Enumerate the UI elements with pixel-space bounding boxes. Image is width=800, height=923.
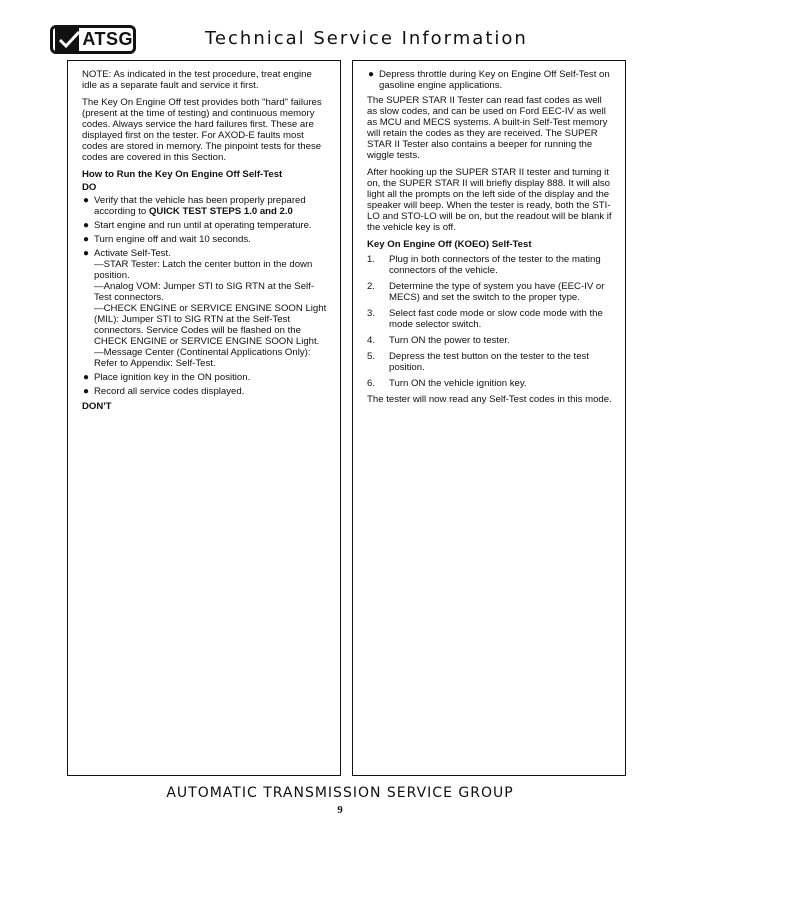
message-center-step: —Message Center (Continental Applications Only): Refer to Appendix: Self-Test. (94, 347, 311, 369)
step-text: Plug in both connectors of the tester to the mating connectors of the vehicle. (389, 254, 601, 276)
step-item (367, 378, 613, 389)
bullet-icon: ● (83, 386, 90, 397)
step-text: Depress the test button on the tester to the test position. (389, 351, 589, 373)
left-column (67, 60, 341, 776)
bullet-icon: ● (83, 234, 90, 245)
koeo-heading: Key On Engine Off (KOEO) Self-Test (367, 239, 532, 250)
step-number: 2. (367, 281, 376, 292)
step-item (367, 335, 613, 346)
step-item (367, 281, 613, 303)
bullet-icon: ● (83, 220, 90, 231)
list-item: ● Verify that the vehicle has been properly prepared according to QUICK TEST STEPS 1.0 and 2.0 (83, 195, 306, 217)
footer-org: AUTOMATIC TRANSMISSION SERVICE GROUP (166, 785, 514, 801)
page-title: Technical Service Information (205, 28, 528, 49)
step-number: 3. (367, 308, 376, 319)
step-text: Select fast code mode or slow code mode with the mode selector switch. (389, 308, 603, 330)
bullet-icon: ● (83, 248, 90, 259)
star-tester-step: —STAR Tester: Latch the center button in the down position. (94, 259, 313, 281)
logo-text: ATSG (82, 29, 133, 49)
list-item: ● Place ignition key in the ON position. (83, 372, 251, 383)
right-column (352, 60, 626, 776)
step-item (367, 308, 613, 330)
analog-vom-step: —Analog VOM: Jumper STI to SIG RTN at the Self-Test connectors. (94, 281, 315, 303)
section-heading: How to Run the Key On Engine Off Self-Test (82, 169, 283, 180)
dont-label: DON'T (82, 401, 112, 412)
logo-check-icon (55, 28, 79, 51)
step-text: Turn ON the vehicle ignition key. (389, 378, 527, 389)
step-number: 5. (367, 351, 376, 362)
step-item (367, 254, 613, 276)
list-item: ● Turn engine off and wait 10 seconds. (83, 234, 251, 245)
bullet-icon: ● (368, 69, 375, 80)
note-text: NOTE: As indicated in the test procedure, treat engine idle as a separate fault and service it first. (82, 69, 312, 91)
koeo-steps (367, 254, 613, 389)
bullet-icon: ● (83, 372, 90, 383)
list-item: ● Record all service codes displayed. (83, 386, 245, 397)
closing-paragraph: The tester will now read any Self-Test codes in this mode. (367, 394, 612, 405)
list-item: ● Activate Self-Test. —STAR Tester: Latch the center button in the down position. —Analog VOM: Jumper STI to SIG RTN at the Self-Test connectors. —CHECK ENGINE or SERVICE ENGINE SOON Light (MIL): Jumper STI to SIG RTN at the Self-Test connectors. Service Codes will be flashed on the CHECK ENGINE or SERVICE ENGINE SOON Light. —Message Center (Continental Applications Only): Refer to Appendix: Self-Test. (83, 248, 327, 369)
step-number: 4. (367, 335, 376, 346)
list-item: ● Start engine and run until at operating temperature. (83, 220, 312, 231)
hookup-paragraph: After hooking up the SUPER STAR II tester and turning it on, the SUPER STAR II will briefly display 888. It will also light all the prompts on the left side of the display and the speaker will beep. When the tester is ready, both the STI-LO and STO-LO will be on, but the readout will be blank if the vehicle key is off. (367, 167, 612, 233)
bullet-icon: ● (83, 195, 90, 206)
step-number: 6. (367, 378, 376, 389)
list-item: ● Depress throttle during Key on Engine Off Self-Test on gasoline engine applications. (368, 69, 610, 91)
intro-paragraph: The Key On Engine Off test provides both "hard" failures (present at the time of testing) and continuous memory codes. Always service the hard failures first. These are displayed first on the tester. For AXOD-E faults most codes are stored in memory. The pinpoint tests for these codes are covered in this Section. (82, 97, 322, 163)
right-bullet-list (367, 69, 613, 91)
step-number: 1. (367, 254, 376, 265)
tester-paragraph: The SUPER STAR II Tester can read fast codes as well as slow codes, and can be used on Ford EEC-IV as well as MCU and MECS systems. A built-in Self-Test memory will retain the codes as they are received. The SUPER STAR II Tester also contains a beeper for running the wiggle tests. (367, 95, 608, 161)
step-text: Turn ON the power to tester. (389, 335, 510, 346)
step-item (367, 351, 613, 373)
atsg-logo (50, 25, 136, 54)
do-label: DO (82, 182, 97, 193)
step-text: Determine the type of system you have (EEC-IV or MECS) and set the switch to the proper type. (389, 281, 605, 303)
page-number: 9 (337, 804, 343, 816)
mil-step: —CHECK ENGINE or SERVICE ENGINE SOON Light (MIL): Jumper STI to SIG RTN at the Self-Test connectors. Service Codes will be flashed on the CHECK ENGINE or SERVICE ENGINE SOON Light. (94, 303, 327, 347)
do-list (82, 195, 328, 397)
